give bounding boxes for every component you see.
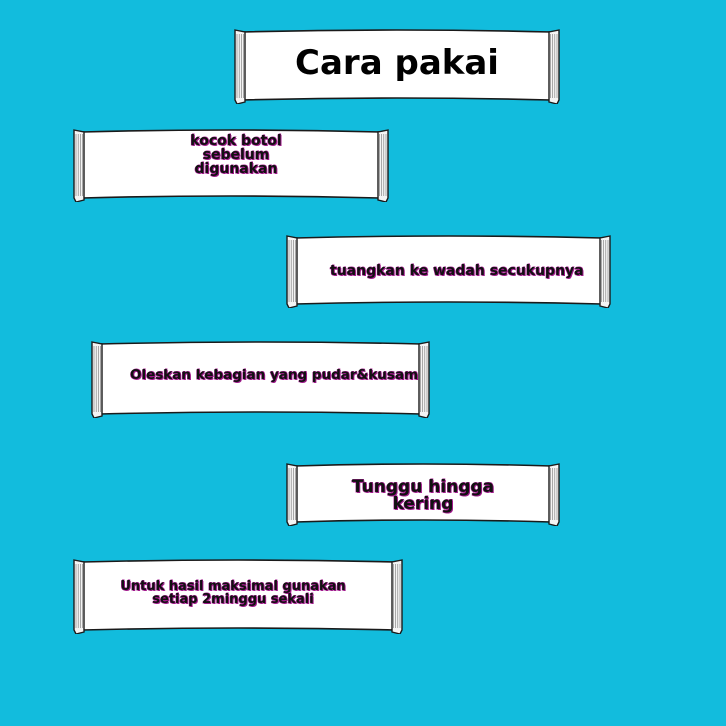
step-banner-5: [72, 558, 404, 634]
title-banner: [233, 28, 561, 104]
step-text-2: tuangkan ke wadah secukupnya: [330, 263, 584, 279]
step-text-3: Oleskan kebagian yang pudar&kusam: [130, 367, 419, 384]
step-banner-2: [285, 234, 612, 308]
step-banner-3: [90, 340, 431, 418]
step-banner-1: [72, 128, 390, 202]
step-text-4: Tunggu hingga kering: [351, 477, 495, 514]
step-banner-4: [285, 462, 561, 526]
page-title: Cara pakai: [295, 43, 499, 83]
step-text-5: Untuk hasil maksimal gunakan setiap 2minggu sekali: [120, 579, 346, 607]
step-text-1: kocok botol sebelum digunakan: [190, 133, 282, 177]
